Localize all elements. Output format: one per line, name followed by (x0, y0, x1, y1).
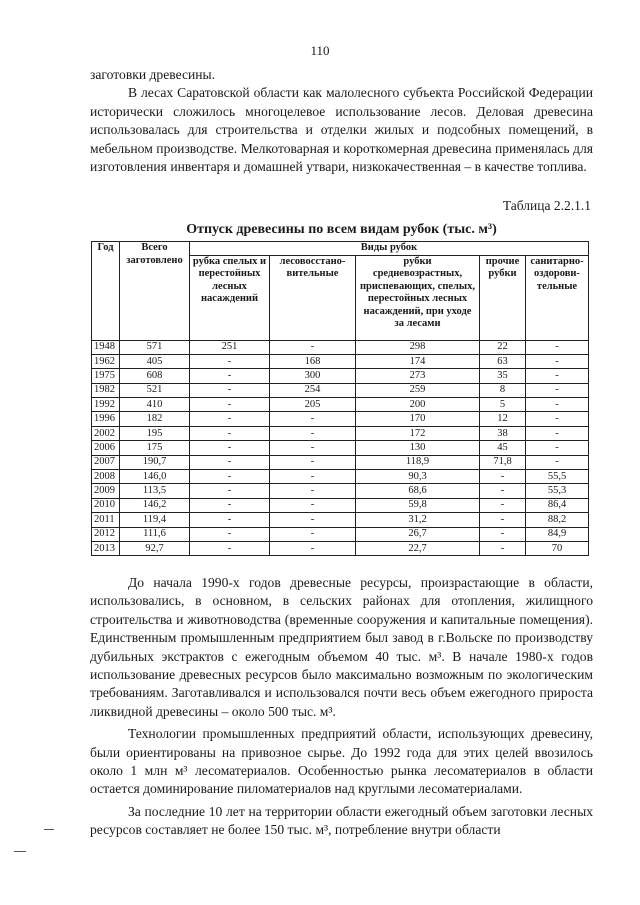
cell-year: 2002 (92, 426, 120, 440)
body-paragraph-3: За последние 10 лет на территории области ежегодный объем заготовки лесных ресурсов составляет не более 150 тыс. м³, потребление внутри области (90, 803, 593, 838)
cell-mature: - (190, 527, 270, 541)
table-row (92, 441, 589, 455)
scan-mark (14, 851, 26, 852)
cell-sanitary: - (526, 354, 589, 368)
scan-mark (44, 829, 54, 830)
cell-care: 90,3 (356, 470, 480, 484)
cell-total: 182 (120, 412, 190, 426)
intro-paragraph-1: заготовки древесины. (90, 67, 216, 82)
cell-reforestation: - (270, 340, 356, 354)
table-row (92, 398, 589, 412)
cell-year: 2009 (92, 484, 120, 498)
cell-sanitary: - (526, 455, 589, 469)
cell-sanitary: - (526, 340, 589, 354)
cell-year: 2013 (92, 541, 120, 555)
header-care-cuts: рубки средневозрастных, приспевающих, спелых, перестойных лесных насаждений, при уходе за лесами (356, 255, 480, 340)
cell-care: 118,9 (356, 455, 480, 469)
cell-reforestation: - (270, 455, 356, 469)
body-paragraph-2: Технологии промышленных предприятий области, использующих древесину, были ориентированы на привозное сырье. До 1992 года для этих целей ввозилось около 1 млн м³ лесоматериалов. Особенностью рынка лесоматериалов в области остается доминирование пиломатериалов над круглыми лесоматериалами. (90, 726, 593, 797)
cell-sanitary: 84,9 (526, 527, 589, 541)
cell-year: 2010 (92, 498, 120, 512)
cell-total: 111,6 (120, 527, 190, 541)
cell-mature: - (190, 441, 270, 455)
table-row (92, 455, 589, 469)
cell-total: 521 (120, 383, 190, 397)
cell-sanitary: 55,3 (526, 484, 589, 498)
cell-reforestation: - (270, 513, 356, 527)
cell-care: 68,6 (356, 484, 480, 498)
table-row (92, 383, 589, 397)
cell-other: 8 (480, 383, 526, 397)
cell-care: 200 (356, 398, 480, 412)
cell-year: 2008 (92, 470, 120, 484)
cell-other: - (480, 484, 526, 498)
cell-other: 22 (480, 340, 526, 354)
cell-year: 2012 (92, 527, 120, 541)
cell-reforestation: - (270, 441, 356, 455)
intro-paragraph-2: В лесах Саратовской области как малолесного субъекта Российской Федерации исторически сложилось многоцелевое использование лесов. Деловая древесина использовалась для строительства и отделки жилых и подсобных помещений, в мебельном производстве. Мелкотоварная и короткомерная древесина применялась для изготовления инвентаря и домашней утвари, низкокачественная – в качестве топлива. (90, 85, 593, 175)
cell-reforestation: - (270, 527, 356, 541)
cell-mature: - (190, 470, 270, 484)
cell-total: 146,2 (120, 498, 190, 512)
cell-total: 146,0 (120, 470, 190, 484)
table-row (92, 527, 589, 541)
cell-care: 174 (356, 354, 480, 368)
cell-other: 71,8 (480, 455, 526, 469)
intro-text (90, 66, 593, 176)
cell-year: 1996 (92, 412, 120, 426)
table-row (92, 541, 589, 555)
cell-other: - (480, 541, 526, 555)
cell-total: 175 (120, 441, 190, 455)
cell-sanitary: 55,5 (526, 470, 589, 484)
cell-mature: - (190, 541, 270, 555)
cell-reforestation: - (270, 412, 356, 426)
cell-mature: - (190, 484, 270, 498)
cell-total: 190,7 (120, 455, 190, 469)
cell-care: 31,2 (356, 513, 480, 527)
cell-other: 12 (480, 412, 526, 426)
table-row (92, 426, 589, 440)
cell-mature: - (190, 498, 270, 512)
cell-reforestation: - (270, 484, 356, 498)
cell-mature: - (190, 513, 270, 527)
cell-sanitary: - (526, 441, 589, 455)
cell-reforestation: - (270, 426, 356, 440)
cell-year: 2006 (92, 441, 120, 455)
cell-total: 119,4 (120, 513, 190, 527)
cell-mature: - (190, 426, 270, 440)
cell-care: 273 (356, 369, 480, 383)
cell-year: 2011 (92, 513, 120, 527)
cell-reforestation: 254 (270, 383, 356, 397)
cell-care: 259 (356, 383, 480, 397)
cell-care: 26,7 (356, 527, 480, 541)
cell-care: 298 (356, 340, 480, 354)
cell-mature: - (190, 455, 270, 469)
header-other-cuts: прочие рубки (480, 255, 526, 340)
timber-release-table (91, 241, 589, 556)
cell-sanitary: 70 (526, 541, 589, 555)
table-row (92, 470, 589, 484)
cell-year: 2007 (92, 455, 120, 469)
header-sanitary: санитарно-оздорови-тельные (526, 255, 589, 340)
header-reforestation: лесовосстано-вительные (270, 255, 356, 340)
header-total: Всего заготовлено (120, 242, 190, 341)
cell-reforestation: 205 (270, 398, 356, 412)
cell-year: 1962 (92, 354, 120, 368)
table-row (92, 484, 589, 498)
table-title: Отпуск древесины по всем видам рубок (тыс. м³) (186, 222, 497, 237)
cell-sanitary: - (526, 426, 589, 440)
cell-mature: - (190, 383, 270, 397)
cell-other: 35 (480, 369, 526, 383)
cell-care: 22,7 (356, 541, 480, 555)
cell-care: 130 (356, 441, 480, 455)
cell-mature: - (190, 354, 270, 368)
page-number: 110 (310, 43, 330, 58)
cell-other: 5 (480, 398, 526, 412)
header-cut-types: Виды рубок (190, 242, 589, 256)
cell-sanitary: - (526, 398, 589, 412)
cell-mature: 251 (190, 340, 270, 354)
cell-total: 92,7 (120, 541, 190, 555)
cell-year: 1975 (92, 369, 120, 383)
cell-sanitary: - (526, 412, 589, 426)
cell-other: - (480, 498, 526, 512)
cell-total: 405 (120, 354, 190, 368)
cell-other: - (480, 513, 526, 527)
cell-care: 59,8 (356, 498, 480, 512)
cell-reforestation: 168 (270, 354, 356, 368)
cell-other: - (480, 527, 526, 541)
cell-reforestation: 300 (270, 369, 356, 383)
cell-sanitary: 86,4 (526, 498, 589, 512)
cell-total: 113,5 (120, 484, 190, 498)
cell-total: 410 (120, 398, 190, 412)
cell-sanitary: - (526, 369, 589, 383)
table-body (92, 340, 589, 556)
cell-total: 571 (120, 340, 190, 354)
cell-care: 172 (356, 426, 480, 440)
table-row (92, 354, 589, 368)
cell-mature: - (190, 369, 270, 383)
table-row (92, 513, 589, 527)
cell-reforestation: - (270, 541, 356, 555)
cell-sanitary: - (526, 383, 589, 397)
table-row (92, 369, 589, 383)
cell-total: 195 (120, 426, 190, 440)
table-row (92, 412, 589, 426)
cell-other: 38 (480, 426, 526, 440)
cell-reforestation: - (270, 498, 356, 512)
header-mature-cuts: рубка спелых и перестойных лесных насаждений (190, 255, 270, 340)
table-row (92, 498, 589, 512)
cell-mature: - (190, 398, 270, 412)
cell-total: 608 (120, 369, 190, 383)
cell-other: - (480, 470, 526, 484)
cell-mature: - (190, 412, 270, 426)
body-text (90, 574, 593, 840)
cell-year: 1992 (92, 398, 120, 412)
table-label: Таблица 2.2.1.1 (502, 198, 591, 213)
table-row (92, 340, 589, 354)
body-paragraph-1: До начала 1990-х годов древесные ресурсы, произрастающие в области, использовались, в основном, в сельских районах для отопления, жилищного строительства и животноводства (временные сооружения и капитальные помещения). Единственным промышленным предприятием был завод в г.Вольске по производству дубильных экстрактов с ежегодным объемом 40 тыс. м³. В начале 1980-х годов использование древесных ресурсов было максимально возможным по экологическим требованиям. Заготавливался и использовался почти весь объем ежегодного прироста ликвидной древесины – около 500 тыс. м³. (90, 575, 593, 719)
cell-other: 45 (480, 441, 526, 455)
cell-care: 170 (356, 412, 480, 426)
cell-other: 63 (480, 354, 526, 368)
header-year: Год (92, 242, 120, 341)
cell-year: 1982 (92, 383, 120, 397)
cell-year: 1948 (92, 340, 120, 354)
cell-reforestation: - (270, 470, 356, 484)
cell-sanitary: 88,2 (526, 513, 589, 527)
